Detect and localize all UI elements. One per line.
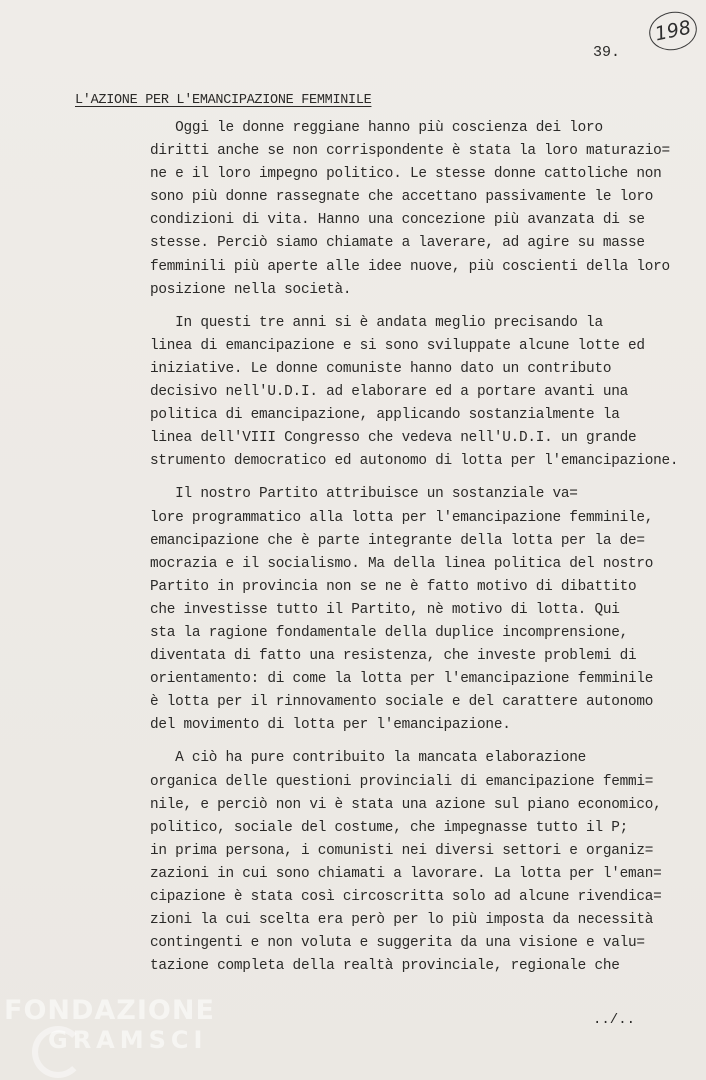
text-line: sono più donne rassegnate che accettano passivamente le loro <box>150 189 654 206</box>
text-line: che investisse tutto il Partito, nè motivo di lotta. Qui <box>150 601 620 618</box>
text-line: cipazione è stata così circoscritta solo ad alcune rivendica= <box>150 889 662 905</box>
text-line: Il nostro Partito attribuisce un sostanziale va= <box>150 486 578 503</box>
text-line: stesse. Perciò siamo chiamate a laverare, ad agire su masse <box>150 235 645 252</box>
text-line: In questi tre anni si è andata meglio precisando la <box>150 314 603 331</box>
section-heading: L'AZIONE PER L'EMANCIPAZIONE FEMMINILE <box>75 93 372 108</box>
text-line: organica delle questioni provinciali di emancipazione femmi= <box>150 773 654 790</box>
text-line: zazioni in cui sono chiamati a lavorare. La lotta per l'eman= <box>150 865 662 882</box>
paragraph-gap <box>150 302 695 312</box>
text-line: strumento democratico ed autonomo di lotta per l'emancipazione. <box>150 453 679 470</box>
stamp-number: 198 <box>652 16 694 46</box>
continued-mark: ../.. <box>593 1012 636 1028</box>
text-line: sta la ragione fondamentale della duplice incomprensione, <box>150 624 628 641</box>
text-line: ne e il loro impegno politico. Le stesse donne cattoliche non <box>150 166 662 183</box>
text-line: femminili più aperte alle idee nuove, più coscienti della loro <box>150 258 670 275</box>
watermark-line-1: FONDAZIONE <box>4 995 215 1026</box>
text-line: contingenti e non voluta e suggerita da una visione e valu= <box>150 935 645 952</box>
text-line: zioni la cui scelta era però per lo più imposta da necessità <box>150 912 654 929</box>
text-line: Partito in provincia non se ne è fatto motivo di dibattito <box>150 578 637 595</box>
text-line: diventata di fatto una resistenza, che investe problemi di <box>150 648 637 665</box>
text-line: orientamento: di come la lotta per l'emancipazione femminile <box>150 671 654 688</box>
text-line: nile, e perciò non vi è stata una azione sul piano economico, <box>150 796 662 813</box>
text-line: decisivo nell'U.D.I. ad elaborare ed a portare avanti una <box>150 384 628 401</box>
text-line: tazione completa della realtà provinciale, regionale che <box>150 958 620 975</box>
paragraph-gap <box>150 473 695 483</box>
text-line: Oggi le donne reggiane hanno più coscienza dei loro <box>150 120 603 136</box>
watermark-line-2: GRAMSCI <box>48 1026 208 1054</box>
text-line: lore programmatico alla lotta per l'emancipazione femminile, <box>150 509 654 526</box>
text-line: politico, sociale del costume, che impegnasse tutto il P; <box>150 819 628 836</box>
watermark-logo-icon <box>32 1026 84 1078</box>
text-line: posizione nella società. <box>150 281 352 298</box>
archive-stamp <box>646 7 701 54</box>
text-line: del movimento di lotta per l'emancipazione. <box>150 717 511 734</box>
text-line: emancipazione che è parte integrante della lotta per la de= <box>150 532 645 549</box>
text-line: iniziative. Le donne comuniste hanno dato un contributo <box>150 360 612 377</box>
body-text <box>150 117 695 978</box>
text-line: in prima persona, i comunisti nei diversi settori e organiz= <box>150 842 654 859</box>
text-line: politica di emancipazione, applicando sostanzialmente la <box>150 407 620 424</box>
page-number: 39. <box>593 44 621 61</box>
text-line: linea di emancipazione e si sono sviluppate alcune lotte ed <box>150 337 645 354</box>
text-line: linea dell'VIII Congresso che vedeva nell'U.D.I. un grande <box>150 430 637 447</box>
text-line: è lotta per il rinnovamento sociale e del carattere autonomo <box>150 694 654 711</box>
text-line: condizioni di vita. Hanno una concezione più avanzata di se <box>150 212 645 229</box>
text-line: diritti anche se non corrispondente è stata la loro maturazio= <box>150 143 670 160</box>
text-line: A ciò ha pure contribuito la mancata elaborazione <box>150 750 587 767</box>
paragraph-gap <box>150 737 695 747</box>
text-line: mocrazia e il socialismo. Ma della linea politica del nostro <box>150 555 654 572</box>
